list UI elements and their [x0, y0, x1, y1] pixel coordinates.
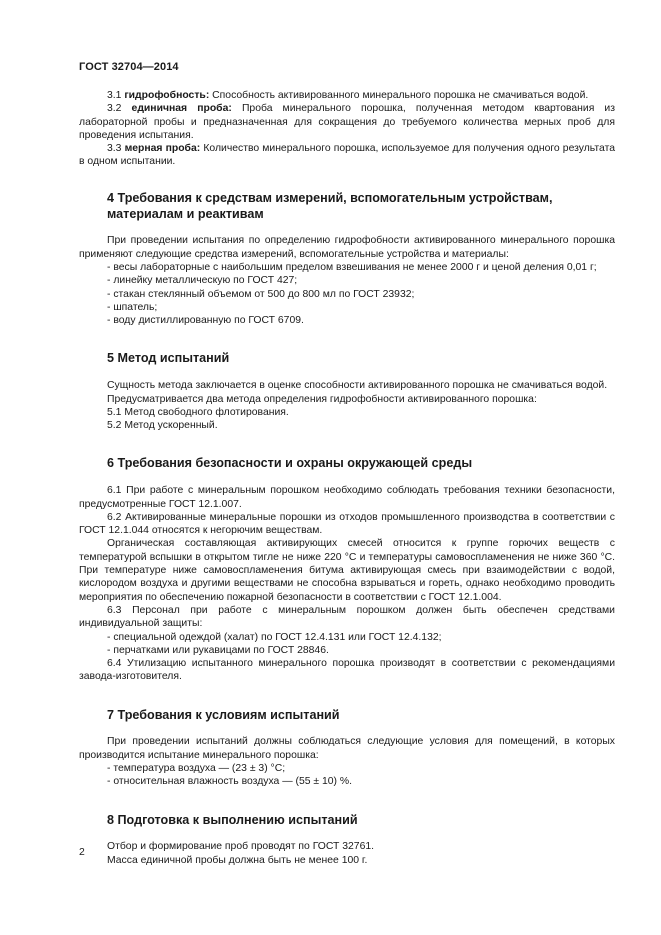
section-6-heading: 6 Требования безопасности и охраны окружающей среды [107, 456, 473, 471]
paragraph: Органическая составляющая активирующих смесей относится к группе горючих веществ с температурой вспышки в открытом тигле не ниже 220 °С и температуры самовоспламенения не ниже 360 °С. При температуре ниже самовоспламенения битума активирующая смесь при взаимодействии с водой, кислородом воздуха и другими веществами не способна взрываться и гореть, однако необходимо проводить мероприятия по обеспечению пожарной безопасности в соответствии с ГОСТ 12.1.004. [79, 538, 615, 603]
paragraph: 6.3 Персонал при работе с минеральным порошком должен быть обеспечен средствами индивидуальной защиты: [79, 604, 615, 630]
section-4-intro: При проведении испытания по определению гидрофобности активированного минерального порошка применяют следующие средства измерений, вспомогательные устройства и материалы: [79, 235, 615, 260]
list-item: - весы лабораторные с наибольшим пределом взвешивания не менее 2000 г и ценой деления 0,01 г; [107, 261, 597, 273]
term-3-2: 3.2 единичная проба: Проба минерального порошка, полученная методом квартования из лабораторной пробы и предназначенная для сокращения до требуемого количества мерных проб для проведения испытания. [79, 103, 615, 141]
section-4-heading: 4 Требования к средствам измерений, вспомогательным устройствам, материалам и реактивам [107, 190, 553, 221]
paragraph: 5.1 Метод свободного флотирования. [107, 406, 289, 418]
paragraph: 5.2 Метод ускоренный. [107, 420, 218, 432]
paragraph: При проведении испытаний должны соблюдаться следующие условия для помещений, в которых производится испытание минерального порошка: [79, 736, 615, 761]
section-7-heading: 7 Требования к условиям испытаний [107, 707, 340, 722]
document-body [79, 89, 615, 867]
list-item: - линейку металлическую по ГОСТ 427; [107, 275, 298, 287]
list-item: - температура воздуха — (23 ± 3) °С; [107, 763, 286, 775]
paragraph: Масса единичной пробы должна быть не менее 100 г. [107, 854, 368, 866]
list-item: - перчатками или рукавицами по ГОСТ 28846. [107, 644, 329, 656]
paragraph: Предусматривается два метода определения гидрофобности активированного порошка: [107, 393, 537, 405]
list-item: - воду дистиллированную по ГОСТ 6709. [107, 315, 304, 327]
paragraph: 6.4 Утилизацию испытанного минерального порошка производят в соответствии с рекомендациями завода-изготовителя. [79, 658, 615, 683]
list-item: - специальной одеждой (халат) по ГОСТ 12.4.131 или ГОСТ 12.4.132; [107, 631, 442, 643]
list-item: - относительная влажность воздуха — (55 ± 10) %. [107, 776, 353, 788]
list-item: - шпатель; [107, 301, 158, 313]
standard-header: ГОСТ 32704—2014 [79, 61, 179, 73]
paragraph: 6.2 Активированные минеральные порошки из отходов промышленного производства в соответствии с ГОСТ 12.1.044 относятся к негорючим веществам. [79, 511, 615, 537]
section-8-heading: 8 Подготовка к выполнению испытаний [107, 812, 358, 827]
page-number: 2 [79, 847, 85, 858]
list-item: - стакан стеклянный объемом от 500 до 800 мл по ГОСТ 23932; [107, 288, 415, 300]
paragraph: 6.1 При работе с минеральным порошком необходимо соблюдать требования техники безопасности, предусмотренные ГОСТ 12.1.007. [79, 485, 615, 510]
paragraph: Сущность метода заключается в оценке способности активированного порошка не смачиваться водой. [107, 380, 608, 392]
section-5-heading: 5 Метод испытаний [107, 351, 230, 366]
term-3-1: 3.1 гидрофобность: Способность активированного минерального порошка не смачиваться водой. [107, 90, 589, 101]
term-3-3: 3.3 мерная проба: Количество минерального порошка, используемое для получения одного результата в одном испытании. [79, 143, 616, 168]
paragraph: Отбор и формирование проб проводят по ГОСТ 32761. [107, 841, 375, 853]
